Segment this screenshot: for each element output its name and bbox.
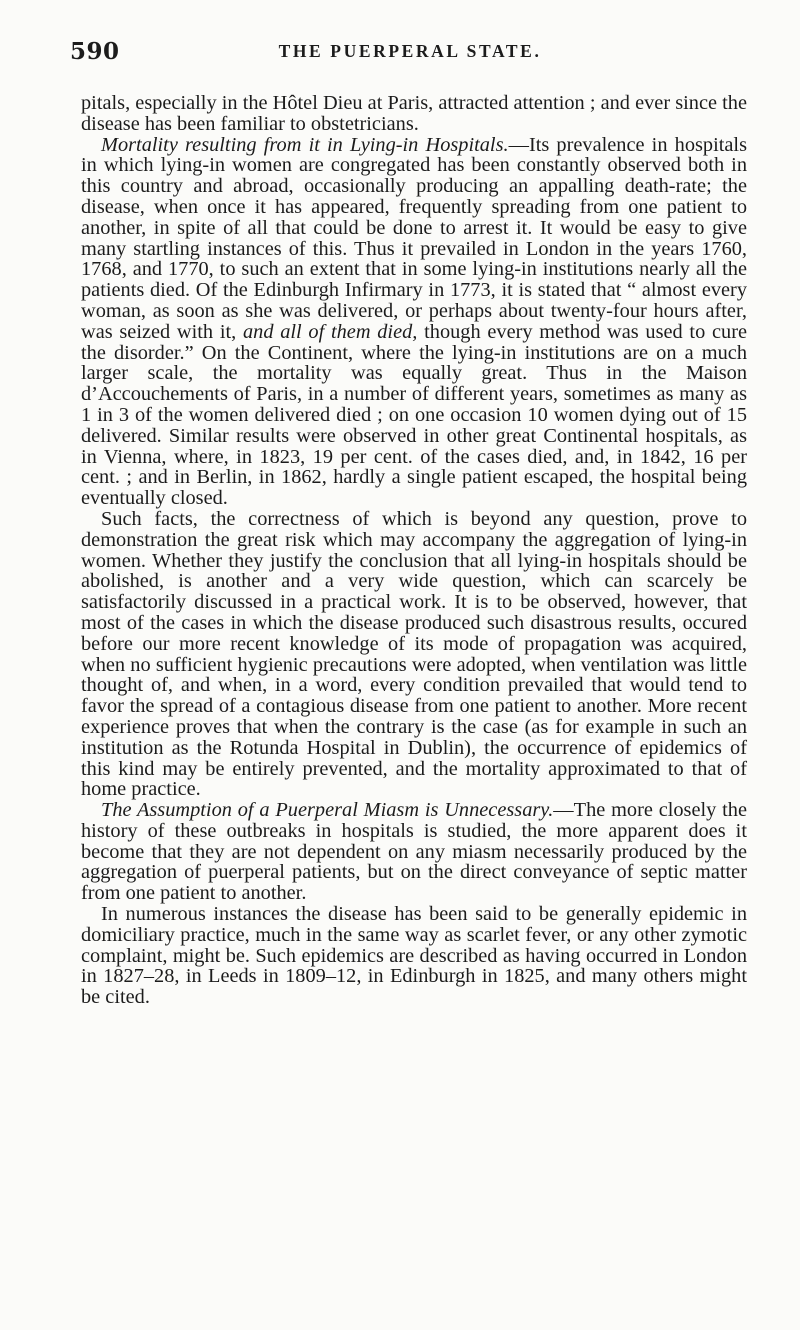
paragraph-text: Such facts, the correctness of which is beyond any question, prove to demonstration the great risk which may accompany the aggregation of lying-in women. Whether they justify the conclusion that all lying-in hospitals should be abolished, is another and a very wide question, which can scarcely be satisfactorily discussed in a practical work. It is to be observed, however, that most of the cases in which the disease produced such disastrous results, occured before our more recent knowledge of its mode of propagation was acquired, when no sufficient hygienic precautions were adopted, when ventilation was little thought of, and when, in a word, every condition prevailed that would tend to favor the spread of a contagious disease from one patient to another. More recent experience proves that when the contrary is the case (as for example in such an institution as the Rotunda Hospital in Dublin), the occurrence of epidemics of this kind may be entirely prevented, and the mortality approximated to that of home practice. <box>81 507 747 801</box>
paragraph-mortality <box>81 135 747 509</box>
paragraph-miasm <box>81 800 747 904</box>
page-header <box>70 38 750 78</box>
italic-quote: and all of them died, <box>242 320 418 343</box>
paragraph-epidemics <box>81 904 747 1008</box>
page-number: 590 <box>70 38 120 65</box>
paragraph-text-after: though every method was used to cure the disorder.” On the Continent, where the lying-in institutions are on a much larger scale, the mortality was equally great. Thus in the Maison d’Accouchements of Paris, in a number of different years, sometimes as many as 1 in 3 of the women delivered died ; on one occasion 10 women dying out of 15 delivered. Similar results were observed in other great Continental hospitals, as in Vienna, where, in 1823, 19 per cent. of the cases died, and, in 1842, 16 per cent. ; and in Berlin, in 1862, hardly a single patient escaped, the hospital being eventually closed. <box>81 320 747 510</box>
paragraph-text: —Its prevalence in hospitals in which lying-in women are congregated has been constantly observed both in this country and abroad, occasionally producing an appalling death-rate; the disease, when once it has appeared, frequently spreading from one patient to another, in spite of all that could be done to arrest it. It would be easy to give many startling instances of this. Thus it prevailed in London in the years 1760, 1768, and 1770, to such an extent that in some lying-in institutions nearly all the patients died. Of the Edinburgh Infirmary in 1773, it is stated that “ almost every woman, as soon as she was delivered, or perhaps about twenty-four hours after, was seized with it, <box>81 133 747 343</box>
paragraph-text: —The more closely the history of these outbreaks in hospitals is studied, the more apparent does it become that they are not dependent on any miasm necessarily produced by the aggregation of puerperal patients, but on the direct conveyance of septic matter from one patient to another. <box>81 799 747 905</box>
paragraph-continuation <box>81 93 747 135</box>
body-text <box>81 93 747 1008</box>
paragraph-text: pitals, especially in the Hôtel Dieu at Paris, attracted attention ; and ever since the disease has been familiar to obstetricians. <box>81 92 747 135</box>
paragraph-text: In numerous instances the disease has been said to be generally epidemic in domiciliary practice, much in the same way as scarlet fever, or any other zymotic complaint, might be. Such epidemics are described as having occurred in London in 1827–28, in Leeds in 1809–12, in Edinburgh in 1825, and many others might be cited. <box>81 903 747 1009</box>
running-head: THE PUERPERAL STATE. <box>278 41 542 61</box>
section-heading-miasm: The Assumption of a Puerperal Miasm is Unnecessary. <box>101 799 554 822</box>
section-heading-mortality: Mortality resulting from it in Lying-in Hospitals. <box>101 133 509 156</box>
paragraph-facts <box>81 509 747 800</box>
